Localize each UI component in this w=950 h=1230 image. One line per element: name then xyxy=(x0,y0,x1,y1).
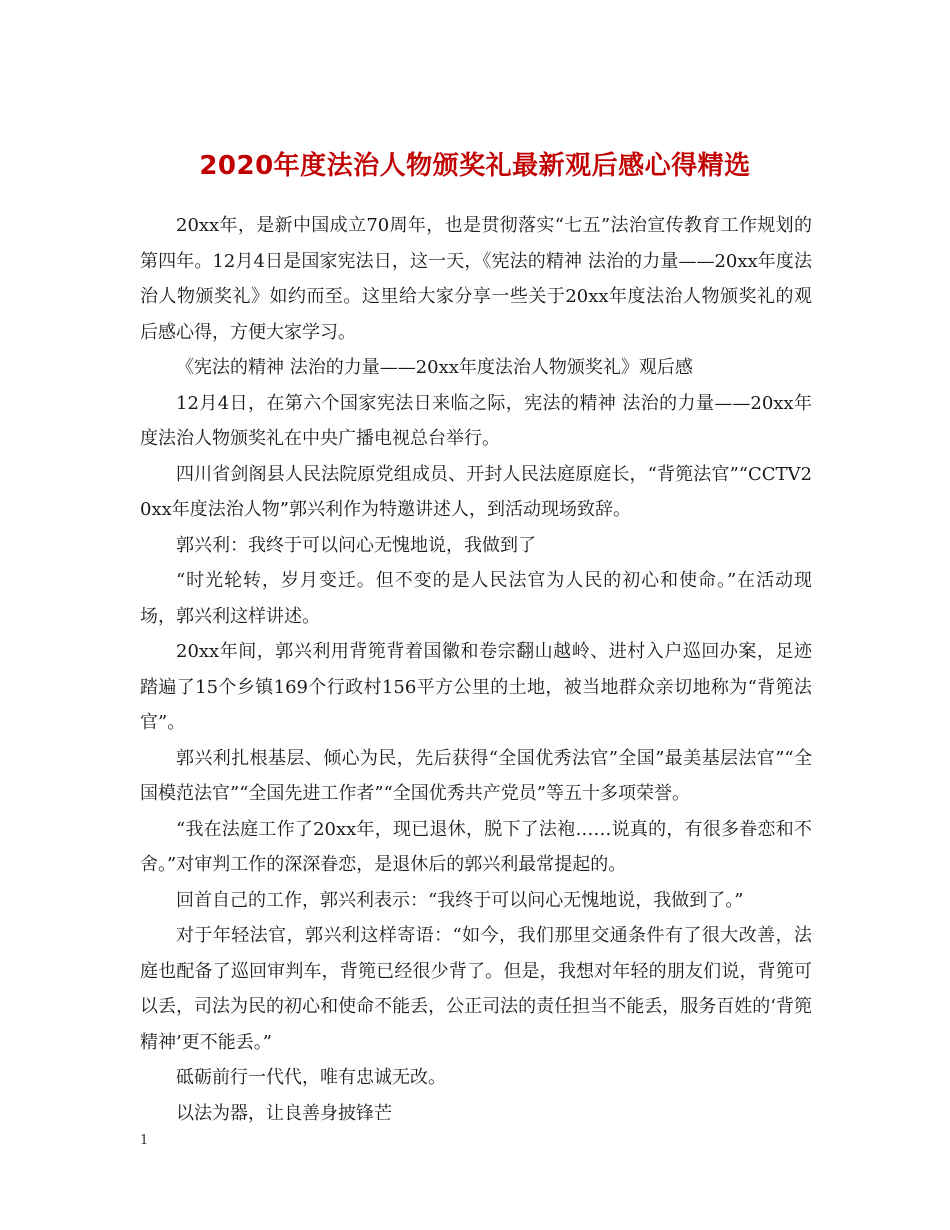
paragraph-9: “我在法庭工作了20xx年，现已退休，脱下了法袍……说真的，有很多眷恋和不舍。”对审判工作的深深眷恋，是退休后的郭兴利最常提起的。 xyxy=(140,818,812,875)
paragraph-1: 20xx年，是新中国成立70周年，也是贯彻落实“七五”法治宣传教育工作规划的第四年。12月4日是国家宪法日，这一天，《宪法的精神 法治的力量——20xx年度法治人物颁奖礼》如约而至。这里给大家分享一些关于20xx年度法治人物颁奖礼的观后感心得，方便大家学习。 xyxy=(140,215,812,343)
paragraph-12: 砥砺前行一代代，唯有忠诚无改。 xyxy=(176,1067,446,1088)
paragraph-3: 12月4日，在第六个国家宪法日来临之际，宪法的精神 法治的力量——20xx年度法治人物颁奖礼在中央广播电视总台举行。 xyxy=(140,392,812,449)
paragraph-7: 20xx年间，郭兴利用背篼背着国徽和卷宗翻山越岭、进村入户巡回办案，足迹踏遍了15个乡镇169个行政村156平方公里的土地，被当地群众亲切地称为“背篼法官”。 xyxy=(140,641,812,733)
paragraph-8: 郭兴利扎根基层、倾心为民，先后获得“全国优秀法官”全国”最美基层法官”“全国模范法官”“全国先进工作者”“全国优秀共产党员”等五十多项荣誉。 xyxy=(140,747,812,804)
paragraph-11: 对于年轻法官，郭兴利这样寄语：“如今，我们那里交通条件有了很大改善，法庭也配备了巡回审判车，背篼已经很少背了。但是，我想对年轻的朋友们说，背篼可以丢，司法为民的初心和使命不能丢，公正司法的责任担当不能丢，服务百姓的‘背篼精神’更不能丢。” xyxy=(140,925,812,1053)
document-body xyxy=(140,208,812,1131)
paragraph-4: 四川省剑阁县人民法院原党组成员、开封人民法庭原庭长，“背篼法官”“CCTV20xx年度法治人物”郭兴利作为特邀讲述人，到活动现场致辞。 xyxy=(140,463,812,520)
paragraph-10: 回首自己的工作，郭兴利表示：“我终于可以问心无愧地说，我做到了。” xyxy=(176,889,744,911)
paragraph-13: 以法为器，让良善身披锋芒 xyxy=(176,1102,392,1124)
page-number: 1 xyxy=(140,1133,149,1148)
paragraph-2: 《宪法的精神 法治的力量——20xx年度法治人物颁奖礼》观后感 xyxy=(176,357,693,378)
paragraph-6: “时光轮转，岁月变迁。但不变的是人民法官为人民的初心和使命。”在活动现场，郭兴利这样讲述。 xyxy=(140,570,812,627)
document-title: 2020年度法治人物颁奖礼最新观后感心得精选 xyxy=(199,151,751,182)
paragraph-5: 郭兴利：我终于可以问心无愧地说，我做到了 xyxy=(176,534,536,556)
